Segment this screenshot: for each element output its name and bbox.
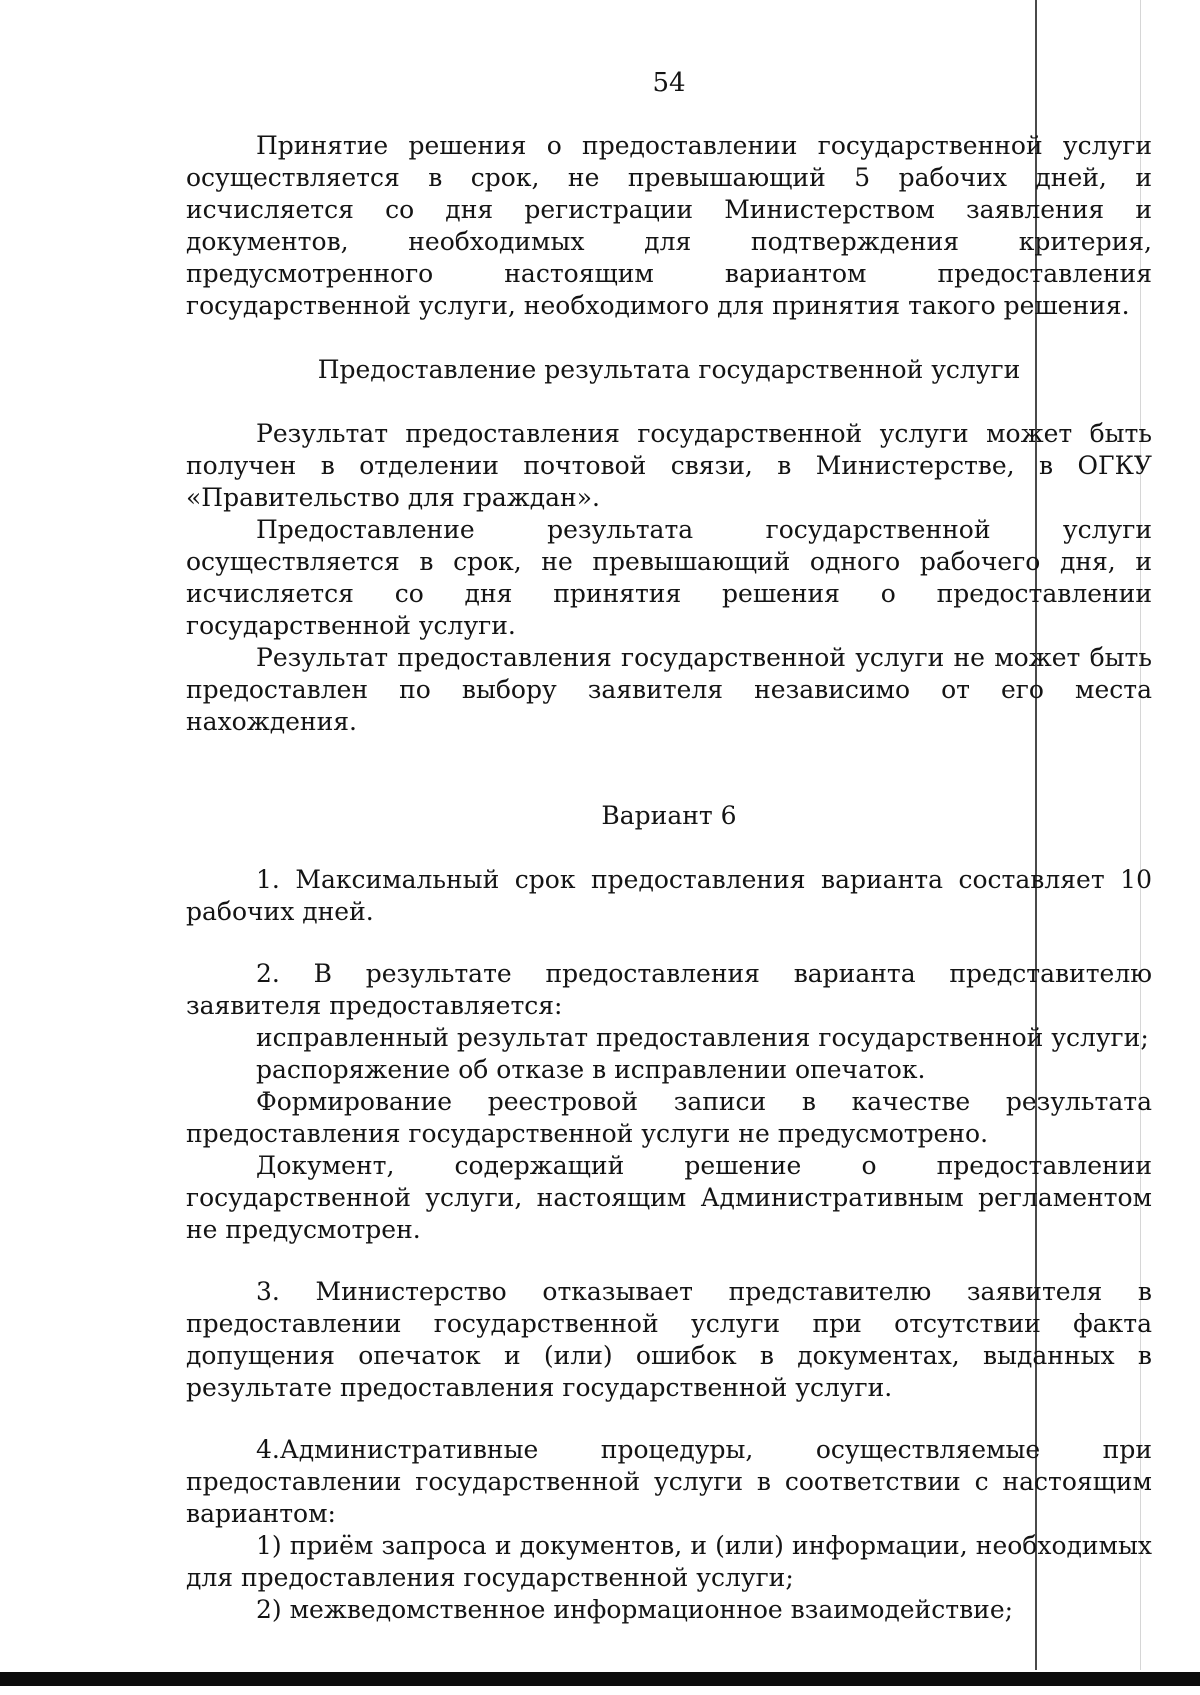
document-body	[186, 130, 1152, 1626]
paragraph-result-location: Результат предоставления государственной услуги не может быть предоставлен по выбору заявителя независимо от его места нахождения.	[186, 643, 1152, 736]
paragraph-decision-document: Документ, содержащий решение о предоставлении государственной услуги, настоящим Административным регламентом не предусмотрен.	[186, 1151, 1152, 1244]
paragraph-decision-deadline: Принятие решения о предоставлении государственной услуги осуществляется в срок, не превышающий 5 рабочих дней, и исчисляется со дня регистрации Министерством заявления и документов, необходимых для подтверждения критерия, предусмотренного настоящим вариантом предоставления государственной услуги, необходимого для принятия такого решения.	[186, 131, 1152, 320]
paragraph-item-1: 1. Максимальный срок предоставления варианта составляет 10 рабочих дней.	[186, 865, 1152, 926]
scan-artifact-bottom-edge	[0, 1672, 1200, 1686]
paragraph-registry-entry: Формирование реестровой записи в качестве результата предоставления государственной услуги не предусмотрено.	[186, 1087, 1152, 1148]
paragraph-item-3: 3. Министерство отказывает представителю заявителя в предоставлении государственной услуги при отсутствии факта допущения опечаток и (или) ошибок в документах, выданных в результате предоставления государственной услуги.	[186, 1277, 1152, 1402]
section-heading-result-provision: Предоставление результата государственной услуги	[317, 355, 1021, 384]
list-line-procedure-1: 1) приём запроса и документов, и (или) информации, необходимых для предоставления государственной услуги;	[186, 1531, 1152, 1592]
section-heading-variant-6: Вариант 6	[601, 801, 737, 830]
paragraph-result-receipt: Результат предоставления государственной услуги может быть получен в отделении почтовой связи, в Министерстве, в ОГКУ «Правительство для граждан».	[186, 419, 1152, 512]
list-line-refusal-order: распоряжение об отказе в исправлении опечаток.	[256, 1055, 926, 1084]
paragraph-item-4: 4.Административные процедуры, осуществляемые при предоставлении государственной услуги в соответствии с настоящим вариантом:	[186, 1435, 1152, 1528]
paragraph-result-deadline: Предоставление результата государственной услуги осуществляется в срок, не превышающий одного рабочего дня, и исчисляется со дня принятия решения о предоставлении государственной услуги.	[186, 515, 1152, 640]
page-number: 54	[652, 68, 686, 98]
list-line-corrected-result: исправленный результат предоставления государственной услуги;	[256, 1023, 1149, 1052]
list-line-procedure-2: 2) межведомственное информационное взаимодействие;	[256, 1595, 1014, 1624]
paragraph-item-2: 2. В результате предоставления варианта представителю заявителя предоставляется:	[186, 959, 1152, 1020]
